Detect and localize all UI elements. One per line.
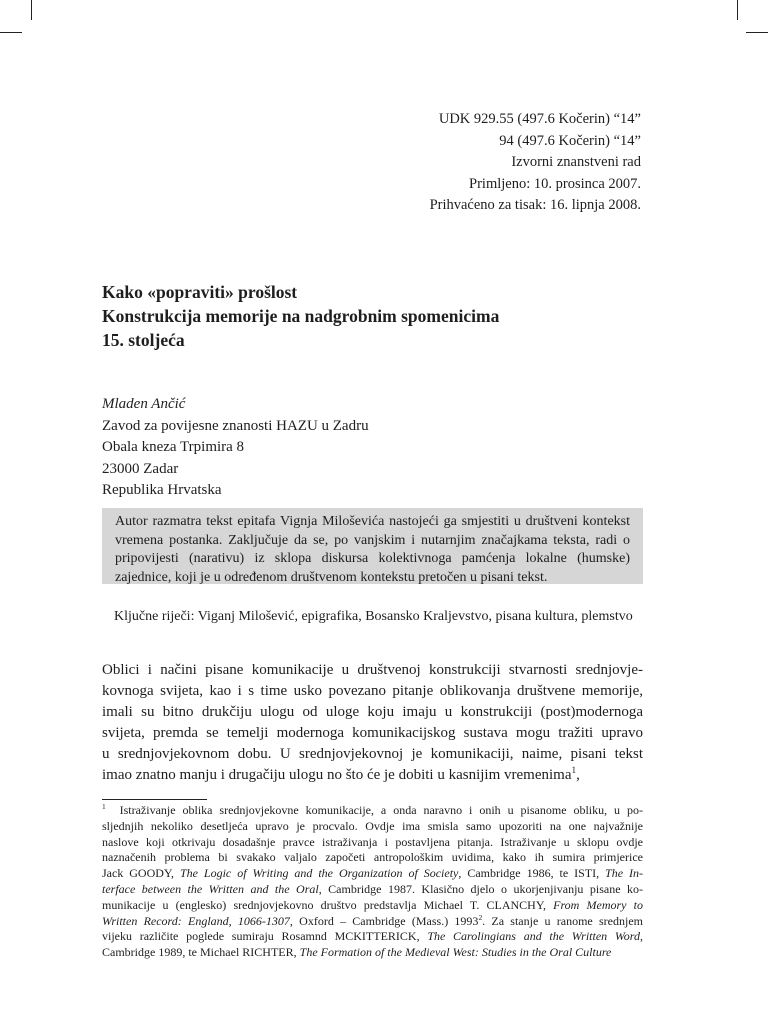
received-date: Primljeno: 10. prosinca 2007. bbox=[469, 175, 641, 192]
footnote-line: naslove koji otkrivaju dosadašnje pravce istraživanja i postavljena pitanja. Istraživanje u sklopu ovdje bbox=[102, 834, 643, 849]
book-title: terface between the Written and the Oral bbox=[102, 881, 319, 896]
crop-mark-left bbox=[0, 32, 22, 33]
footnote-line: sljednjih nekoliko desetljeća upravo je procvalo. Ovdje ima smisla samo upozoriti na one najvažnije bbox=[102, 818, 643, 833]
crop-mark-top-right bbox=[737, 0, 738, 20]
body-line: imali su bitno drukčiju ulogu od uloge koju imaju u konstrukciji (post)modernoga bbox=[102, 704, 643, 720]
book-title: From Memory to bbox=[553, 897, 644, 912]
crop-mark-top-left bbox=[31, 0, 32, 20]
subtitle-line: 15. stoljeća bbox=[102, 330, 185, 350]
book-title: The Carolingians and the Written Word bbox=[427, 929, 640, 944]
footnote-line bbox=[102, 803, 643, 819]
footnote-line bbox=[102, 866, 643, 882]
body-line bbox=[102, 765, 643, 786]
footnote-number: 1 bbox=[102, 802, 106, 811]
footnote-text: . Za stanje u ranome srednjem bbox=[482, 913, 643, 928]
udk-classification: UDK 929.55 (497.6 Kočerin) “14” bbox=[438, 111, 641, 127]
book-title: The Formation of the Medieval West: Studies in the Oral Culture bbox=[299, 945, 612, 960]
author-institution: Zavod za povijesne znanosti HAZU u Zadru bbox=[102, 417, 369, 434]
title-line: Kako «popraviti» prošlost bbox=[102, 282, 298, 302]
author-block bbox=[102, 394, 369, 502]
footnote-text: , Cambridge 1987. Klasično djelo o ukorjenjivanju pisane ko- bbox=[318, 881, 643, 896]
abstract-text: Autor razmatra tekst epitafa Vignja Miloševića nastojeći ga smjestiti u društveni kontekst vremena postanka. Zaključuje da se, po vanjskim i nutarnjim značajkama teksta, radi o pripovijesti (narativu) iz sklopa diskursa kolektivnoga pamćenja lokalne (humske) zajednice, koji je u određenom društvenom kontekstu pretočen u pisani tekst. bbox=[115, 514, 630, 585]
edition-superscript: 2 bbox=[478, 912, 483, 922]
body-line: kovnoga svijeta, kao i s time usko povezano pitanje oblikovanja društvene memorije, bbox=[102, 683, 643, 699]
body-line-punctuation: , bbox=[576, 767, 580, 783]
footnote-text: Jack GOODY, bbox=[102, 866, 180, 881]
footnote-separator bbox=[102, 799, 207, 800]
body-line: u srednjovjekovnom dobu. U srednjovjekovnoj je komunikaciji, naime, pisani tekst bbox=[102, 746, 643, 762]
footnote-text: , Oxford – Cambridge (Mass.) 1993 bbox=[289, 913, 479, 928]
footnote-line bbox=[102, 898, 643, 914]
footnote-reference[interactable]: 1 bbox=[571, 766, 577, 776]
subtitle-line: Konstrukcija memorije na nadgrobnim spomenicima bbox=[102, 306, 500, 326]
footnote-text: Cambridge 1989, te Michael RICHTER, bbox=[102, 945, 300, 960]
accepted-date: Prihvaćeno za tisak: 16. lipnja 2008. bbox=[429, 197, 641, 213]
keywords: Ključne riječi: Viganj Milošević, epigrafika, Bosansko Kraljevstvo, pisana kultura, plemstvo bbox=[114, 609, 633, 624]
footnote-line bbox=[102, 945, 643, 961]
article-title bbox=[102, 280, 662, 352]
article-type: Izvorni znanstveni rad bbox=[511, 154, 641, 170]
footnote-line bbox=[102, 914, 643, 930]
crop-mark-right bbox=[746, 32, 768, 33]
footnote-line: naznačenih problema bi svakako valjalo započeti antropološkim uvidima, kako ih sumira primjerice bbox=[102, 850, 643, 865]
article-metadata bbox=[430, 109, 641, 217]
footnote-text: , bbox=[640, 929, 643, 944]
body-paragraph bbox=[102, 660, 643, 786]
footnote-text: , Cambridge 1986, te ISTI, bbox=[458, 866, 606, 881]
abstract-box bbox=[102, 508, 643, 584]
author-country: Republika Hrvatska bbox=[102, 482, 222, 498]
body-line: Oblici i načini pisane komunikacije u društvenoj konstrukciji stvarnosti srednjovje- bbox=[102, 662, 643, 678]
book-title: Written Record: England, 1066-1307 bbox=[102, 913, 290, 928]
footnote-1 bbox=[102, 803, 643, 961]
udk-classification-secondary: 94 (497.6 Kočerin) “14” bbox=[499, 132, 641, 149]
author-name: Mladen Ančić bbox=[102, 396, 186, 412]
book-title: The In- bbox=[605, 866, 643, 881]
book-title: The Logic of Writing and the Organization of Society bbox=[179, 866, 459, 881]
body-line: svijeta, premda se temelji modernoga komunikacijskog sustava mogu tražiti upravo bbox=[102, 725, 643, 741]
footnote-text: vijeku različite poglede sumiraju Rosamnd MCKITTERICK, bbox=[102, 929, 428, 944]
footnote-text: munikacije u (englesko) srednjovjekovno društvo predstavlja Michael T. CLANCHY, bbox=[102, 897, 554, 912]
footnote-line bbox=[102, 929, 643, 945]
footnote-text: Istraživanje oblika srednjovjekovne komunikacije, a onda naravno i onih u pisanome obliku, u po- bbox=[119, 803, 643, 817]
body-line-text: imao znatno manju i drugačiju ulogu no što će je dobiti u kasnijim vremenima bbox=[102, 767, 572, 783]
footnote-line bbox=[102, 882, 643, 898]
author-city: 23000 Zadar bbox=[102, 460, 179, 477]
author-street: Obala kneza Trpimira 8 bbox=[102, 439, 245, 455]
